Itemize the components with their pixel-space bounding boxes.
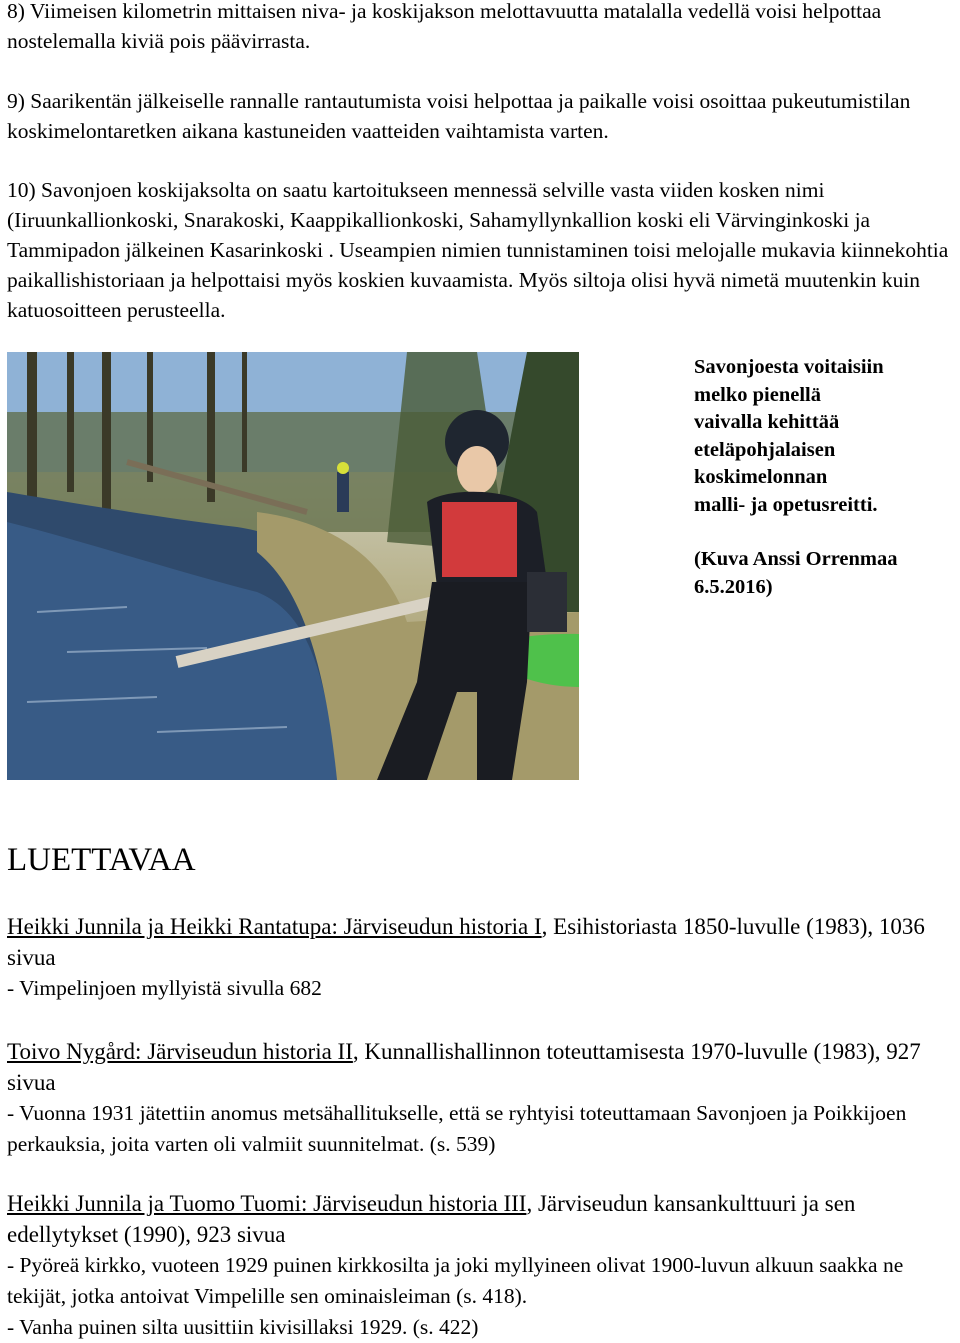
caption-line: koskimelonnan (694, 466, 828, 488)
reference-note: - Vimpelinjoen myllyistä sivulla 682 (7, 976, 322, 1000)
caption-line: eteläpohjalaisen (694, 438, 836, 461)
reading-list-heading: LUETTAVAA (7, 842, 196, 878)
photo-credit (694, 546, 954, 601)
reference-entry (7, 1188, 955, 1343)
reference-title: Toivo Nygård: Järviseudun historia II (7, 1039, 353, 1064)
credit-line: 6.5.2016) (694, 575, 773, 598)
reference-note: - Pyöreä kirkko, vuoteen 1929 puinen kirkkosilta ja joki myllyineen olivat 1900-luvun alkuun saakka ne tekijät, jotka antoivat Vimpelille sen ominaisleiman (s. 418). (7, 1253, 904, 1308)
paragraph-9: 9) Saarikentän jälkeiselle rannalle rantautumista voisi helpottaa ja paikalle voisi osoittaa pukeutumistilan koskimelontaretken aikana kastuneiden vaatteiden vaihtamista varten. (7, 89, 911, 143)
caption-line: malli- ja opetusreitti. (694, 493, 878, 516)
reference-title: Heikki Junnila ja Heikki Rantatupa: Järviseudun historia I (7, 914, 542, 939)
reference-entry (7, 1036, 955, 1160)
paragraph-10: 10) Savonjoen koskijaksolta on saatu kartoitukseen mennessä selville vasta viiden kosken nimi (Iiruunkallionkoski, Snarakoski, Kaappikallionkoski, Sahamyllynkallion koski eli Värvinginkoski ja Tammipadon jälkeinen Kasarinkoski . Useampien nimien tunnistaminen toisi melojalle mukavia kiinnekohtia paikallishistoriaan ja helpottaisi myös koskien kuvaamista. Myös siltoja olisi hyvä nimetä muutenkin kuin katuosoitteen perusteella. (7, 178, 949, 322)
kayaker-river-photo (7, 352, 579, 780)
reference-entry (7, 911, 955, 1004)
photo-caption (694, 354, 954, 519)
photo-illustration (7, 352, 579, 780)
credit-line: (Kuva Anssi Orrenmaa (694, 548, 898, 570)
reference-note: - Vuonna 1931 jätettiin anomus metsähallitukselle, että se ryhtyisi toteuttamaan Savonjoen ja Poikkijoen perkauksia, joita varten oli valmiit suunnitelmat. (s. 539) (7, 1101, 907, 1156)
caption-line: vaivalla kehittää (694, 411, 840, 433)
reference-details: , Esihistoriasta 1850-luvulle (1983), 1036 sivua (7, 914, 925, 970)
reference-details: , Kunnallishallinnon toteuttamisesta 1970-luvulle (1983), 927 sivua (7, 1039, 921, 1095)
caption-line: melko pienellä (694, 383, 821, 406)
reference-title: Heikki Junnila ja Tuomo Tuomi: Järviseudun historia III (7, 1191, 527, 1216)
caption-line: Savonjoesta voitaisiin (694, 356, 884, 378)
reference-details: , Järviseudun kansankulttuuri ja sen edellytykset (1990), 923 sivua (7, 1191, 856, 1247)
paragraph-8: 8) Viimeisen kilometrin mittaisen niva- ja koskijakson melottavuutta matalalla vedellä voisi helpottaa nostelemalla kiviä pois päävirrasta. (7, 0, 882, 53)
reference-note: - Vanha puinen silta uusittiin kivisillaksi 1929. (s. 422) (7, 1315, 479, 1339)
